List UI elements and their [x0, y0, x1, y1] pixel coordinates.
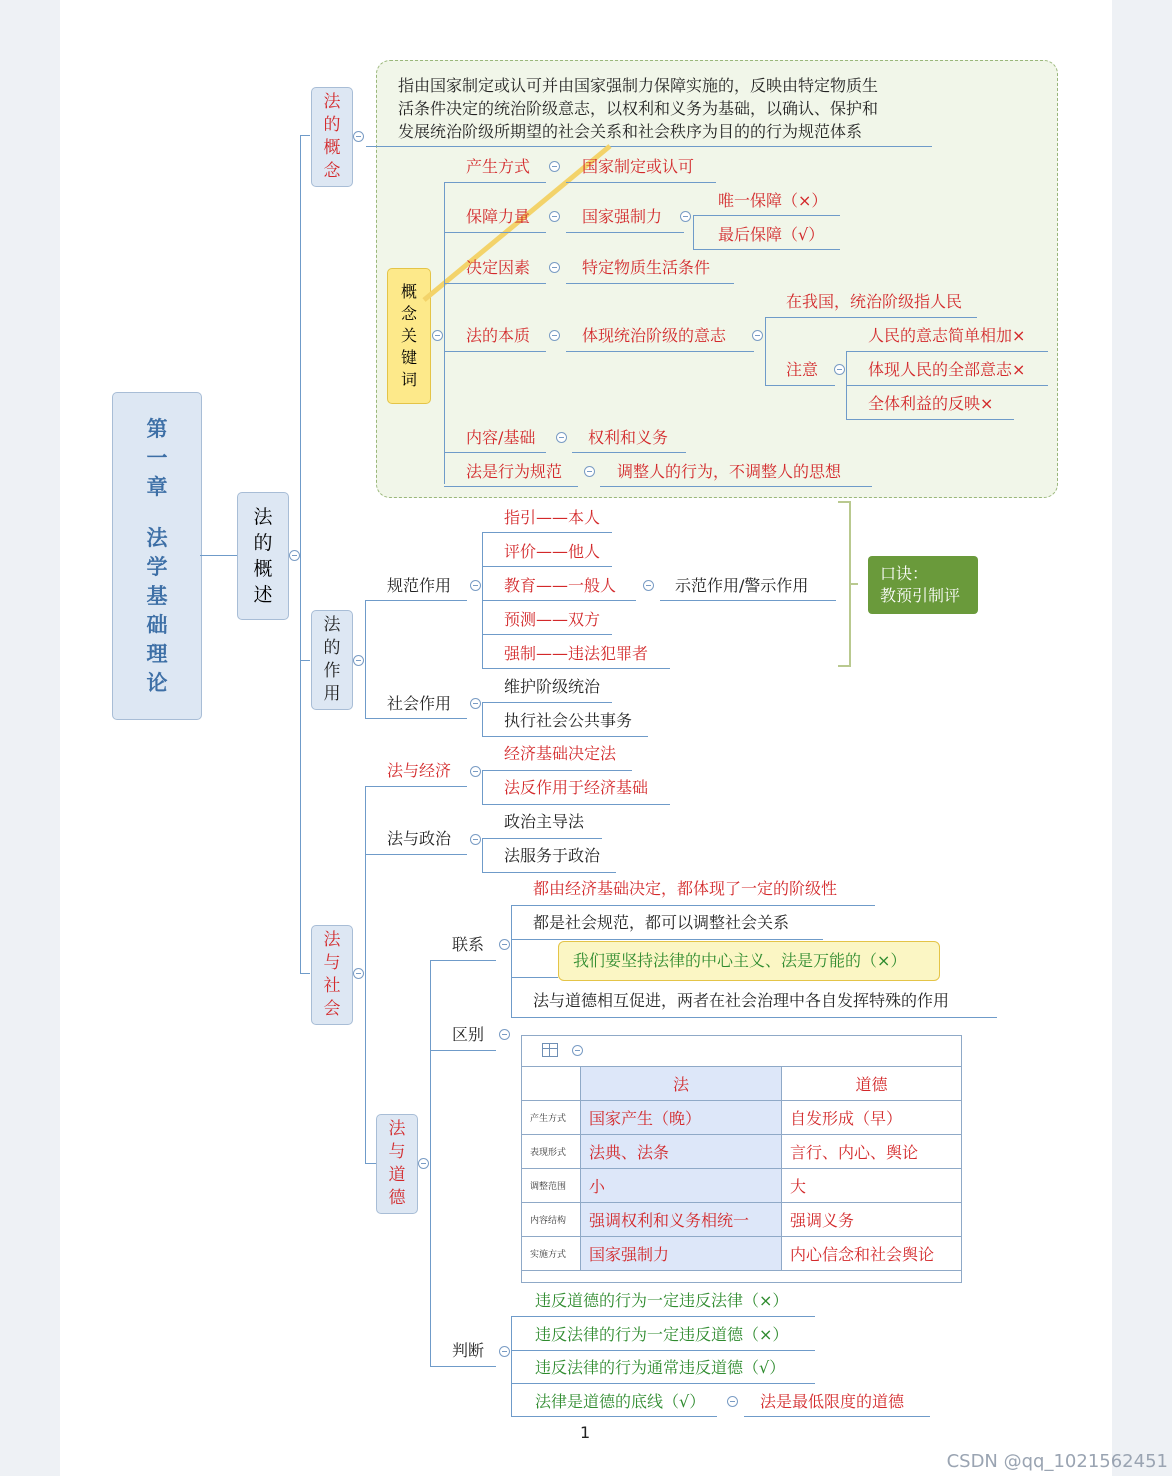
judgment-label[interactable]: 判断 [452, 1341, 485, 1360]
collapse-toggle-icon[interactable] [572, 1045, 583, 1056]
keyword-value[interactable]: 体现统治阶级的意志 [582, 326, 727, 345]
collapse-toggle-icon[interactable] [549, 262, 560, 273]
collapse-toggle-icon[interactable] [418, 1158, 429, 1169]
economy-label[interactable]: 法与经济 [387, 761, 452, 780]
level1-node[interactable] [237, 492, 289, 620]
root-title: 第一章 法学基础理论 [146, 416, 168, 695]
judgment-item[interactable]: 违反法律的行为通常违反道德（√） [535, 1358, 786, 1377]
normative-item[interactable]: 指引——本人 [504, 508, 601, 527]
society-node[interactable] [311, 925, 353, 1025]
function-node[interactable] [311, 610, 353, 710]
page-number: 1 [580, 1423, 591, 1442]
collapse-toggle-icon[interactable] [584, 466, 595, 477]
social-item[interactable]: 执行社会公共事务 [504, 711, 633, 730]
collapse-toggle-icon[interactable] [549, 211, 560, 222]
collapse-toggle-icon[interactable] [353, 968, 364, 979]
table-row: 表现形式 法典、法条 言行、内心、舆论 [522, 1135, 962, 1169]
difference-table [521, 1066, 962, 1271]
watermark: CSDN @qq_1021562451 [946, 1451, 1168, 1472]
collapse-toggle-icon[interactable] [432, 330, 443, 341]
collapse-toggle-icon[interactable] [643, 580, 654, 591]
normative-item[interactable]: 预测——双方 [504, 610, 601, 629]
relation-item[interactable]: 我们要坚持法律的中心主义、法是万能的（×） [573, 951, 907, 970]
keyword-value[interactable]: 国家制定或认可 [582, 157, 695, 176]
concept-node[interactable] [311, 87, 353, 187]
note-item[interactable]: 全体利益的反映× [868, 394, 994, 413]
politics-label[interactable]: 法与政治 [387, 829, 452, 848]
judgment-item[interactable]: 违反法律的行为一定违反道德（×） [535, 1325, 789, 1344]
collapse-toggle-icon[interactable] [752, 330, 763, 341]
education-child[interactable]: 示范作用/警示作用 [675, 576, 809, 595]
normative-label[interactable]: 规范作用 [387, 576, 452, 595]
keyword-child[interactable]: 在我国，统治阶级指人民 [786, 292, 963, 311]
mnemonic-box[interactable]: 口诀： 教预引制评 [868, 556, 978, 614]
table-header-row [522, 1067, 962, 1101]
collapse-toggle-icon[interactable] [834, 364, 845, 375]
note-item[interactable]: 人民的意志简单相加× [868, 326, 1026, 345]
keyword-value[interactable]: 权利和义务 [588, 428, 669, 447]
collapse-toggle-icon[interactable] [549, 161, 560, 172]
keyword-key[interactable]: 保障力量 [466, 207, 531, 226]
judgment-child[interactable]: 法是最低限度的道德 [760, 1392, 905, 1411]
relation-label[interactable]: 联系 [452, 935, 485, 954]
keyword-key[interactable]: 内容/基础 [466, 428, 536, 447]
keyword-value[interactable]: 国家强制力 [582, 207, 663, 226]
level1-title: 法的概述 [253, 506, 273, 606]
social-item[interactable]: 维护阶级统治 [504, 677, 601, 696]
collapse-toggle-icon[interactable] [470, 766, 481, 777]
collapse-toggle-icon[interactable] [470, 580, 481, 591]
morality-node[interactable] [376, 1114, 418, 1214]
politics-item[interactable]: 法服务于政治 [504, 846, 601, 865]
collapse-toggle-icon[interactable] [499, 1346, 510, 1357]
root-node[interactable] [112, 392, 202, 720]
function-title: 法的作用 [323, 615, 341, 704]
normative-item[interactable]: 评价——他人 [504, 542, 601, 561]
note-label[interactable]: 注意 [786, 360, 819, 379]
collapse-toggle-icon[interactable] [289, 550, 300, 561]
keyword-key[interactable]: 法的本质 [466, 326, 531, 345]
collapse-toggle-icon[interactable] [353, 655, 364, 666]
collapse-toggle-icon[interactable] [727, 1396, 738, 1407]
relation-item[interactable]: 都由经济基础决定，都体现了一定的阶级性 [533, 879, 838, 898]
keyword-key[interactable]: 产生方式 [466, 157, 531, 176]
collapse-toggle-icon[interactable] [470, 834, 481, 845]
column-header-morality: 道德 [782, 1067, 962, 1101]
mindmap-page [60, 0, 1112, 1476]
note-item[interactable]: 体现人民的全部意志× [868, 360, 1026, 379]
collapse-toggle-icon[interactable] [549, 330, 560, 341]
concept-title: 法的概念 [323, 92, 341, 181]
keyword-key[interactable]: 决定因素 [466, 258, 531, 277]
keyword-child[interactable]: 唯一保障（×） [718, 191, 828, 210]
keyword-value[interactable]: 调整人的行为，不调整人的思想 [617, 462, 842, 481]
table-icon[interactable] [542, 1043, 558, 1057]
relation-item[interactable]: 都是社会规范，都可以调整社会关系 [533, 913, 790, 932]
difference-label[interactable]: 区别 [452, 1025, 485, 1044]
relation-item[interactable]: 法与道德相互促进，两者在社会治理中各自发挥特殊的作用 [533, 991, 950, 1010]
economy-item[interactable]: 经济基础决定法 [504, 744, 617, 763]
column-header-law: 法 [581, 1067, 782, 1101]
politics-item[interactable]: 政治主导法 [504, 812, 585, 831]
judgment-item[interactable]: 法律是道德的底线（√） [535, 1392, 706, 1411]
concept-definition: 指由国家制定或认可并由国家强制力保障实施的，反映由特定物质生 活条件决定的统治阶级意志，以权利和义务为基础，以确认、保护和 发展统治阶级所期望的社会关系和社会秩序为目的的行为规范体系 [398, 76, 879, 141]
table-row: 内容结构 强调权利和义务相统一 强调义务 [522, 1203, 962, 1237]
keywords-title: 概念关键词 [400, 282, 417, 389]
judgment-item[interactable]: 违反道德的行为一定违反法律（×） [535, 1291, 789, 1310]
collapse-toggle-icon[interactable] [556, 432, 567, 443]
table-row: 产生方式 国家产生（晚） 自发形成（早） [522, 1101, 962, 1135]
keyword-child[interactable]: 最后保障（√） [718, 225, 825, 244]
collapse-toggle-icon[interactable] [499, 939, 510, 950]
summary-bracket [836, 500, 858, 670]
normative-item[interactable]: 强制——违法犯罪者 [504, 644, 649, 663]
normative-item[interactable]: 教育——一般人 [504, 576, 617, 595]
collapse-toggle-icon[interactable] [499, 1029, 510, 1040]
economy-item[interactable]: 法反作用于经济基础 [504, 778, 649, 797]
keyword-key[interactable]: 法是行为规范 [466, 462, 563, 481]
social-label[interactable]: 社会作用 [387, 694, 452, 713]
collapse-toggle-icon[interactable] [353, 131, 364, 142]
society-title: 法与社会 [323, 930, 341, 1019]
morality-title: 法与道德 [388, 1119, 406, 1208]
keyword-value[interactable]: 特定物质生活条件 [582, 258, 711, 277]
table-row: 调整范围 小 大 [522, 1169, 962, 1203]
table-row: 实施方式 国家强制力 内心信念和社会舆论 [522, 1237, 962, 1271]
collapse-toggle-icon[interactable] [680, 211, 691, 222]
collapse-toggle-icon[interactable] [470, 698, 481, 709]
